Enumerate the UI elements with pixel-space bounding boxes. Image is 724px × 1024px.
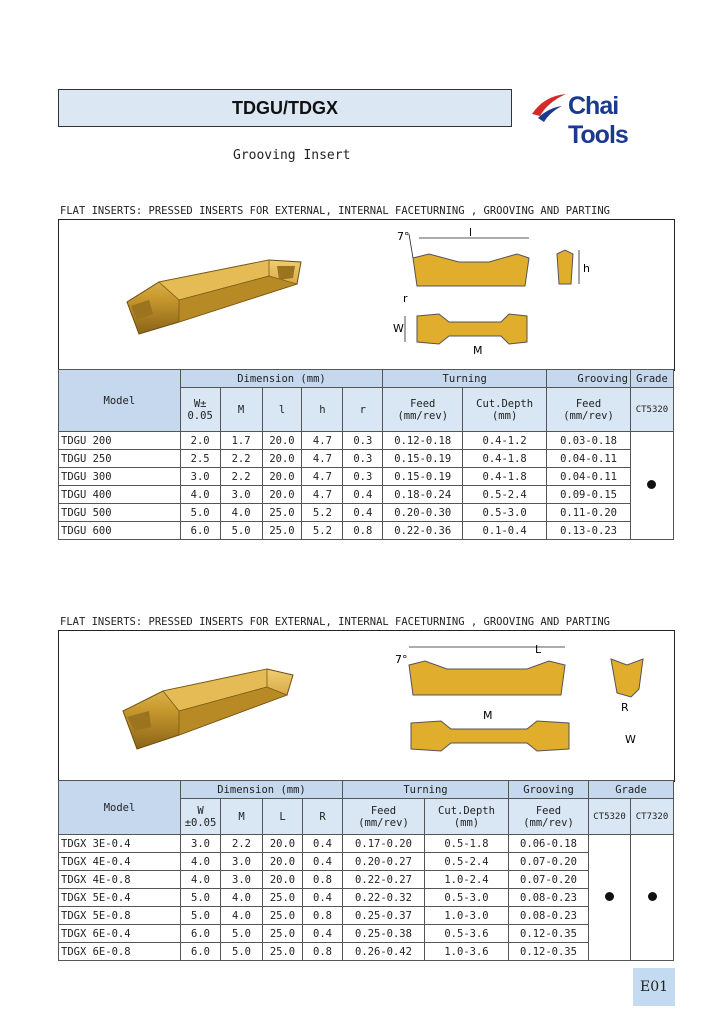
r-label: r (403, 292, 408, 305)
value-cell: 6.0 (181, 925, 221, 943)
R-col-header: R (303, 799, 343, 835)
table-row (59, 925, 674, 943)
value-cell: 0.4 (343, 486, 383, 504)
value-cell: 4.7 (302, 486, 343, 504)
angle-label-2: 7° (395, 653, 408, 666)
table-row (59, 835, 674, 853)
value-cell: 0.12-0.35 (509, 943, 589, 961)
value-cell: 6.0 (181, 943, 221, 961)
value-cell: 0.4 (303, 889, 343, 907)
value-cell: 0.22-0.27 (343, 871, 425, 889)
section2-figure-box (58, 630, 675, 782)
model-cell: TDGU 250 (59, 450, 181, 468)
value-cell: 0.11-0.20 (547, 504, 631, 522)
value-cell: 2.0 (180, 432, 220, 450)
w-col-header-2: W ±0.05 (181, 799, 221, 835)
grade-availability-cell (631, 835, 674, 961)
value-cell: 25.0 (262, 504, 302, 522)
brand-logo (528, 88, 678, 149)
grade-ct5320-header: CT5320 (630, 388, 673, 432)
model-cell: TDGX 5E-0.8 (59, 907, 181, 925)
value-cell: 20.0 (262, 450, 302, 468)
value-cell: 1.0-3.0 (425, 907, 509, 925)
section2-label: FLAT INSERTS: PRESSED INSERTS FOR EXTERNAL, INTERNAL FACETURNING , GROOVING AND PARTING (60, 616, 610, 628)
R-label: R (621, 701, 629, 714)
feed-col-header: Feed (mm/rev) (383, 388, 463, 432)
model-cell: TDGU 400 (59, 486, 181, 504)
value-cell: 0.20-0.27 (343, 853, 425, 871)
value-cell: 4.7 (302, 450, 343, 468)
page-number: E01 (633, 968, 675, 1006)
value-cell: 0.3 (343, 432, 383, 450)
table-row (59, 486, 674, 504)
value-cell: 0.4-1.8 (463, 468, 547, 486)
cutdepth-col-header-2: Cut.Depth (mm) (425, 799, 509, 835)
value-cell: 3.0 (221, 871, 263, 889)
value-cell: 0.5-3.0 (463, 504, 547, 522)
m-col-header: M (220, 388, 262, 432)
model-cell: TDGU 500 (59, 504, 181, 522)
m-col-header-2: M (221, 799, 263, 835)
w-col-header: W± 0.05 (180, 388, 220, 432)
value-cell: 0.5-2.4 (425, 853, 509, 871)
grade-ct5320-header-2: CT5320 (589, 799, 631, 835)
value-cell: 0.26-0.42 (343, 943, 425, 961)
w-label: W (393, 322, 404, 335)
value-cell: 1.0-2.4 (425, 871, 509, 889)
w-label-2: W (625, 733, 636, 746)
L-label: L (535, 643, 542, 656)
value-cell: 5.2 (302, 522, 343, 540)
model-cell: TDGX 4E-0.4 (59, 853, 181, 871)
turning-header: Turning (383, 370, 547, 388)
value-cell: 4.7 (302, 468, 343, 486)
value-cell: 0.1-0.4 (463, 522, 547, 540)
tdgu-insert-illustration (119, 242, 309, 342)
value-cell: 0.8 (303, 907, 343, 925)
value-cell: 20.0 (263, 835, 303, 853)
tdgx-spec-table (58, 780, 674, 961)
value-cell: 4.7 (302, 432, 343, 450)
grooving-header: Grooving (547, 370, 631, 388)
page-title: TDGU/TDGX (58, 89, 512, 127)
value-cell: 0.18-0.24 (383, 486, 463, 504)
value-cell: 0.4 (303, 925, 343, 943)
dimension-header: Dimension (mm) (180, 370, 383, 388)
value-cell: 1.0-3.6 (425, 943, 509, 961)
table-row (59, 504, 674, 522)
value-cell: 4.0 (220, 504, 262, 522)
brand-name: Chai Tools (568, 92, 628, 149)
value-cell: 5.0 (181, 889, 221, 907)
tdgu-dimension-drawing (389, 224, 659, 364)
m-label-2: M (483, 709, 493, 722)
value-cell: 5.0 (180, 504, 220, 522)
value-cell: 0.06-0.18 (509, 835, 589, 853)
table-row (59, 871, 674, 889)
model-header: Model (59, 370, 181, 432)
value-cell: 0.12-0.18 (383, 432, 463, 450)
available-dot-icon (647, 480, 656, 489)
value-cell: 0.15-0.19 (383, 450, 463, 468)
value-cell: 0.8 (303, 871, 343, 889)
cutdepth-col-header: Cut.Depth (mm) (463, 388, 547, 432)
value-cell: 2.5 (180, 450, 220, 468)
value-cell: 20.0 (263, 853, 303, 871)
table-row (59, 450, 674, 468)
value-cell: 25.0 (263, 889, 303, 907)
value-cell: 0.22-0.32 (343, 889, 425, 907)
tdgx-insert-illustration (117, 661, 307, 761)
value-cell: 0.3 (343, 468, 383, 486)
section1-label: FLAT INSERTS: PRESSED INSERTS FOR EXTERNAL, INTERNAL FACETURNING , GROOVING AND PARTING (60, 205, 610, 217)
value-cell: 0.22-0.36 (383, 522, 463, 540)
model-cell: TDGX 6E-0.8 (59, 943, 181, 961)
value-cell: 4.0 (180, 486, 220, 504)
value-cell: 5.0 (181, 907, 221, 925)
value-cell: 0.4-1.8 (463, 450, 547, 468)
value-cell: 0.25-0.37 (343, 907, 425, 925)
grade-ct7320-header: CT7320 (631, 799, 674, 835)
value-cell: 0.4 (343, 504, 383, 522)
table-row (59, 432, 674, 450)
grooving-header-2: Grooving (509, 781, 589, 799)
value-cell: 25.0 (263, 943, 303, 961)
value-cell: 4.0 (181, 871, 221, 889)
value-cell: 3.0 (181, 835, 221, 853)
feed-col-header-2: Feed (mm/rev) (343, 799, 425, 835)
available-dot-icon (605, 892, 614, 901)
model-cell: TDGX 5E-0.4 (59, 889, 181, 907)
value-cell: 25.0 (263, 907, 303, 925)
value-cell: 25.0 (262, 522, 302, 540)
tdgu-spec-table (58, 369, 674, 540)
h-col-header: h (302, 388, 343, 432)
grade-availability-cell (589, 835, 631, 961)
value-cell: 4.0 (221, 907, 263, 925)
value-cell: 0.4-1.2 (463, 432, 547, 450)
L-col-header: L (263, 799, 303, 835)
grade-header-2: Grade (589, 781, 674, 799)
value-cell: 25.0 (263, 925, 303, 943)
grade-availability-cell (630, 432, 673, 540)
l-label: l (469, 226, 473, 239)
value-cell: 0.03-0.18 (547, 432, 631, 450)
model-header-2: Model (59, 781, 181, 835)
model-cell: TDGX 3E-0.4 (59, 835, 181, 853)
model-cell: TDGU 600 (59, 522, 181, 540)
value-cell: 0.04-0.11 (547, 450, 631, 468)
value-cell: 20.0 (262, 468, 302, 486)
section1-figure-box (58, 219, 675, 371)
value-cell: 0.07-0.20 (509, 871, 589, 889)
groove-feed-col-header-2: Feed (mm/rev) (509, 799, 589, 835)
angle-label: 7° (397, 230, 410, 243)
turning-header-2: Turning (343, 781, 509, 799)
brand-swoosh-icon (528, 88, 570, 130)
value-cell: 20.0 (262, 432, 302, 450)
available-dot-icon (648, 892, 657, 901)
value-cell: 0.13-0.23 (547, 522, 631, 540)
table-row (59, 853, 674, 871)
value-cell: 4.0 (221, 889, 263, 907)
model-cell: TDGX 6E-0.4 (59, 925, 181, 943)
value-cell: 0.25-0.38 (343, 925, 425, 943)
value-cell: 0.17-0.20 (343, 835, 425, 853)
table-row (59, 889, 674, 907)
value-cell: 0.5-3.0 (425, 889, 509, 907)
value-cell: 6.0 (180, 522, 220, 540)
value-cell: 0.4 (303, 835, 343, 853)
value-cell: 2.2 (221, 835, 263, 853)
value-cell: 0.15-0.19 (383, 468, 463, 486)
value-cell: 3.0 (180, 468, 220, 486)
model-cell: TDGX 4E-0.8 (59, 871, 181, 889)
table-row (59, 943, 674, 961)
value-cell: 4.0 (181, 853, 221, 871)
value-cell: 3.0 (221, 853, 263, 871)
value-cell: 0.04-0.11 (547, 468, 631, 486)
grade-header: Grade (630, 370, 673, 388)
m-label: M (473, 344, 483, 357)
l-col-header: l (262, 388, 302, 432)
value-cell: 5.0 (221, 943, 263, 961)
value-cell: 0.8 (303, 943, 343, 961)
table-row (59, 907, 674, 925)
value-cell: 1.7 (220, 432, 262, 450)
model-cell: TDGU 300 (59, 468, 181, 486)
value-cell: 0.08-0.23 (509, 907, 589, 925)
value-cell: 0.20-0.30 (383, 504, 463, 522)
value-cell: 5.0 (220, 522, 262, 540)
value-cell: 20.0 (263, 871, 303, 889)
h-label: h (583, 262, 590, 275)
value-cell: 0.08-0.23 (509, 889, 589, 907)
page-subtitle: Grooving Insert (233, 148, 351, 163)
value-cell: 0.09-0.15 (547, 486, 631, 504)
table-row (59, 522, 674, 540)
value-cell: 0.4 (303, 853, 343, 871)
table-row (59, 468, 674, 486)
value-cell: 2.2 (220, 450, 262, 468)
value-cell: 0.8 (343, 522, 383, 540)
value-cell: 5.2 (302, 504, 343, 522)
value-cell: 0.12-0.35 (509, 925, 589, 943)
value-cell: 0.5-2.4 (463, 486, 547, 504)
r-col-header: r (343, 388, 383, 432)
value-cell: 5.0 (221, 925, 263, 943)
tdgx-dimension-drawing (389, 639, 669, 769)
value-cell: 3.0 (220, 486, 262, 504)
model-cell: TDGU 200 (59, 432, 181, 450)
value-cell: 0.3 (343, 450, 383, 468)
value-cell: 0.5-3.6 (425, 925, 509, 943)
groove-feed-col-header: Feed (mm/rev) (547, 388, 631, 432)
value-cell: 2.2 (220, 468, 262, 486)
value-cell: 0.07-0.20 (509, 853, 589, 871)
value-cell: 0.5-1.8 (425, 835, 509, 853)
value-cell: 20.0 (262, 486, 302, 504)
dimension-header-2: Dimension (mm) (181, 781, 343, 799)
